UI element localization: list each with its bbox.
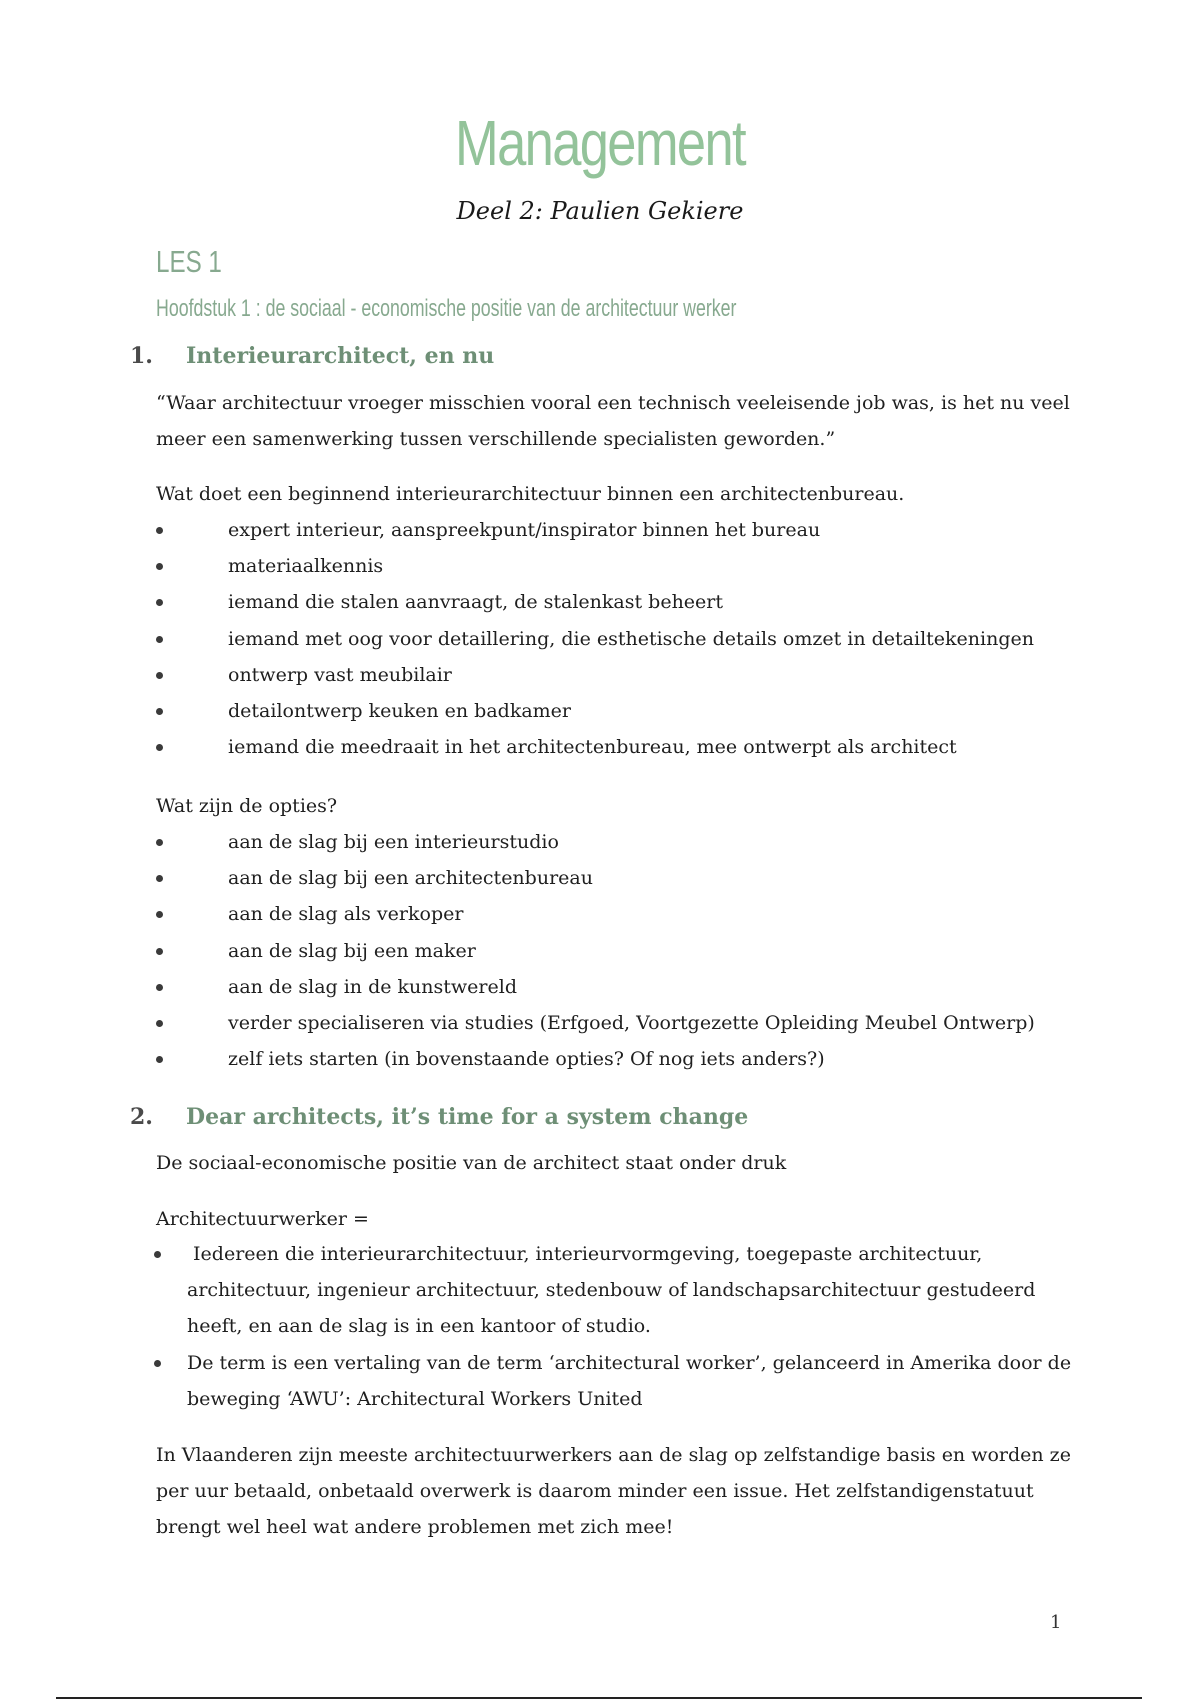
list-item: Iedereen die interieurarchitectuur, interieurvormgeving, toegepaste architectuur, architectuur, ingenieur architectuur, stedenbouw of landschapsarchitectuur gestudeerd heeft, en aan de slag is in een kantoor of studio.	[150, 1236, 1080, 1345]
bullet-icon	[154, 1251, 161, 1258]
section-2-intro: De sociaal-economische positie van de architect staat onder druk	[156, 1152, 787, 1174]
bullet-icon	[156, 636, 163, 643]
list-item: materiaalkennis	[156, 548, 1034, 584]
section-1-heading	[130, 343, 494, 369]
paragraph-line-2: per uur betaald, onbetaald overwerk is daarom minder een issue. Het zelfstandigenstatuut	[156, 1480, 1034, 1502]
list-item: detailontwerp keuken en badkamer	[156, 693, 1034, 729]
list-item: De term is een vertaling van de term ‘architectural worker’, gelanceerd in Amerika door de beweging ‘AWU’: Architectural Workers United	[150, 1345, 1080, 1417]
list-item: aan de slag bij een maker	[156, 933, 1035, 969]
list-item: iemand die stalen aanvraagt, de stalenkast beheert	[156, 584, 1034, 620]
bullet-icon	[156, 839, 163, 846]
bullet-icon	[156, 563, 163, 570]
lesson-heading: LES 1	[156, 244, 222, 279]
question-2: Wat zijn de opties?	[156, 795, 338, 817]
list-item: aan de slag bij een architectenbureau	[156, 860, 1035, 896]
footer-divider	[56, 1697, 1142, 1699]
section-2-number: 2.	[130, 1104, 153, 1130]
bullet-icon	[156, 744, 163, 751]
bullet-icon	[154, 1360, 161, 1367]
list-item: iemand met oog voor detaillering, die esthetische details omzet in detailtekeningen	[156, 621, 1034, 657]
bullet-icon	[156, 672, 163, 679]
list-item: aan de slag bij een interieurstudio	[156, 824, 1035, 860]
bullet-icon	[156, 1056, 163, 1063]
bullet-icon	[156, 1020, 163, 1027]
definition-list	[150, 1236, 1080, 1417]
quote-line-1: “Waar architectuur vroeger misschien vooral een technisch veeleisende job was, is het nu veel	[156, 392, 1070, 414]
list-item: verder specialiseren via studies (Erfgoed, Voortgezette Opleiding Meubel Ontwerp)	[156, 1005, 1035, 1041]
tasks-list	[156, 512, 1034, 765]
page-number: 1	[1050, 1612, 1062, 1633]
section-2-heading	[130, 1104, 748, 1130]
document-title: Management	[455, 107, 745, 179]
definition-label: Architectuurwerker =	[156, 1208, 369, 1230]
section-1-number: 1.	[130, 343, 153, 369]
bullet-icon	[156, 708, 163, 715]
list-item: aan de slag in de kunstwereld	[156, 969, 1035, 1005]
bullet-icon	[156, 599, 163, 606]
chapter-heading: Hoofdstuk 1 : de sociaal - economische positie van de architectuur werker	[156, 295, 737, 322]
bullet-icon	[156, 984, 163, 991]
bullet-icon	[156, 527, 163, 534]
list-item: iemand die meedraait in het architectenbureau, mee ontwerpt als architect	[156, 729, 1034, 765]
paragraph-line-1: In Vlaanderen zijn meeste architectuurwerkers aan de slag op zelfstandige basis en worden ze	[156, 1444, 1071, 1466]
paragraph-line-3: brengt wel heel wat andere problemen met zich mee!	[156, 1516, 674, 1538]
question-1: Wat doet een beginnend interieurarchitectuur binnen een architectenbureau.	[156, 483, 905, 505]
bullet-icon	[156, 911, 163, 918]
list-item: aan de slag als verkoper	[156, 896, 1035, 932]
bullet-icon	[156, 948, 163, 955]
list-item: expert interieur, aanspreekpunt/inspirator binnen het bureau	[156, 512, 1034, 548]
bullet-icon	[156, 875, 163, 882]
list-item: zelf iets starten (in bovenstaande opties? Of nog iets anders?)	[156, 1041, 1035, 1077]
section-1-title: Interieurarchitect, en nu	[186, 343, 495, 369]
section-2-title: Dear architects, it’s time for a system change	[186, 1104, 749, 1130]
list-item: ontwerp vast meubilair	[156, 657, 1034, 693]
options-list	[156, 824, 1035, 1077]
document-subtitle: Deel 2: Paulien Gekiere	[456, 197, 744, 225]
quote-line-2: meer een samenwerking tussen verschillende specialisten geworden.”	[156, 428, 836, 450]
